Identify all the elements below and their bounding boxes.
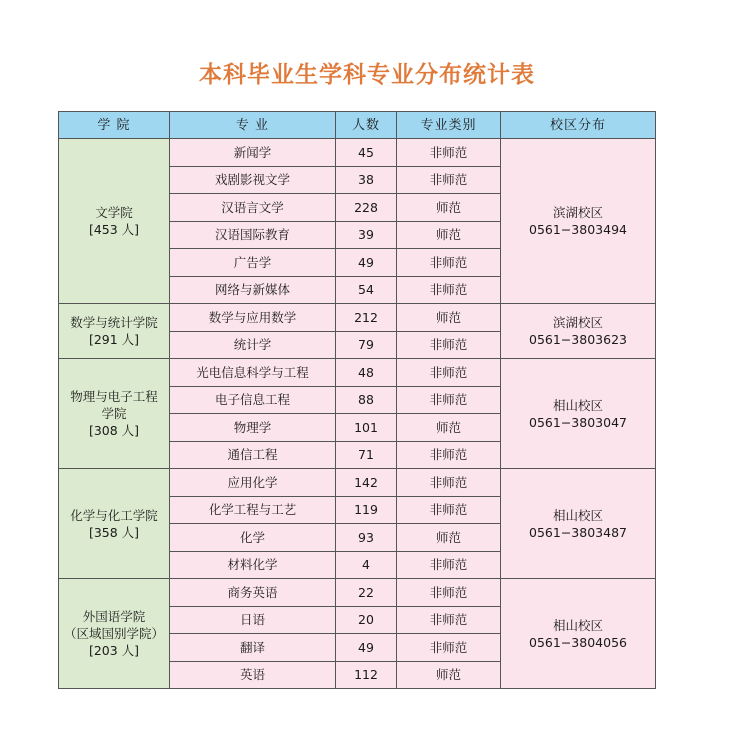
college-name-line: [358 人] [88,524,140,540]
count-cell: 88 [336,386,397,414]
count-cell: 93 [336,524,397,552]
college-cell [59,139,170,304]
header-count: 人数 [336,112,397,139]
count-cell: 20 [336,606,397,634]
campus-cell [501,579,656,689]
count-cell: 112 [336,661,397,689]
type-cell: 非师范 [397,166,501,194]
major-cell: 翻译 [170,634,336,662]
type-cell: 非师范 [397,469,501,497]
type-cell: 师范 [397,221,501,249]
major-cell: 网络与新媒体 [170,276,336,304]
campus-info-line: 0561−3803623 [529,332,627,347]
major-cell: 应用化学 [170,469,336,497]
count-cell: 119 [336,496,397,524]
count-cell: 212 [336,304,397,332]
header-type: 专业类别 [397,112,501,139]
major-cell: 英语 [170,661,336,689]
major-cell: 新闻学 [170,139,336,167]
count-cell: 71 [336,441,397,469]
college-name-line: 外国语学院 [82,609,146,624]
type-cell: 师范 [397,414,501,442]
campus-cell [501,469,656,579]
college-name-line: 文学院 [95,205,133,220]
college-name-line: 物理与电子工程 [70,389,158,404]
type-cell: 非师范 [397,249,501,277]
count-cell: 101 [336,414,397,442]
campus-info-line: 相山校区 [552,507,603,523]
college-name-line: [203 人] [88,643,140,658]
campus-info-line: 相山校区 [552,617,603,633]
major-cell: 光电信息科学与工程 [170,359,336,387]
type-cell: 非师范 [397,331,501,359]
college-name-line: 化学与化工学院 [70,507,158,523]
count-cell: 79 [336,331,397,359]
type-cell: 非师范 [397,634,501,662]
type-cell: 师范 [397,524,501,552]
campus-info-line: 滨湖校区 [552,315,603,330]
campus-info-line: 滨湖校区 [552,205,603,220]
table-header-row [59,112,656,139]
major-cell: 电子信息工程 [170,386,336,414]
major-cell: 戏剧影视文学 [170,166,336,194]
major-distribution-table [58,111,656,689]
count-cell: 48 [336,359,397,387]
table-row [59,359,656,387]
major-cell: 商务英语 [170,579,336,607]
type-cell: 师范 [397,194,501,222]
count-cell: 49 [336,249,397,277]
college-cell [59,304,170,359]
college-name-line: 学院 [101,406,127,421]
type-cell: 师范 [397,304,501,332]
table-row [59,579,656,607]
college-name-line: [453 人] [88,222,140,237]
table-body [59,139,656,689]
count-cell: 45 [336,139,397,167]
type-cell: 非师范 [397,139,501,167]
campus-cell [501,359,656,469]
type-cell: 非师范 [397,441,501,469]
type-cell: 非师范 [397,551,501,579]
header-campus: 校区分布 [501,112,656,139]
major-cell: 汉语国际教育 [170,221,336,249]
count-cell: 39 [336,221,397,249]
campus-info-line: 0561−3803487 [529,524,627,540]
college-cell [59,469,170,579]
count-cell: 4 [336,551,397,579]
college-name-line: （区域国别学院） [63,626,164,641]
college-cell [59,579,170,689]
college-name-line: 数学与统计学院 [70,315,158,330]
major-cell: 数学与应用数学 [170,304,336,332]
table-row [59,469,656,497]
college-cell [59,359,170,469]
campus-cell [501,139,656,304]
campus-cell [501,304,656,359]
table-row [59,304,656,332]
major-cell: 化学 [170,524,336,552]
major-cell: 化学工程与工艺 [170,496,336,524]
major-cell: 汉语言文学 [170,194,336,222]
major-cell: 日语 [170,606,336,634]
campus-info-line: 0561−3803047 [529,414,627,430]
type-cell: 非师范 [397,386,501,414]
type-cell: 非师范 [397,359,501,387]
count-cell: 22 [336,579,397,607]
header-major: 专 业 [170,112,336,139]
major-cell: 材料化学 [170,551,336,579]
count-cell: 228 [336,194,397,222]
college-name-line: [291 人] [88,332,140,347]
campus-info-line: 0561−3803494 [529,222,627,237]
major-cell: 通信工程 [170,441,336,469]
major-cell: 广告学 [170,249,336,277]
header-college: 学 院 [59,112,170,139]
page-title: 本科毕业生学科专业分布统计表 [199,62,535,88]
college-name-line: [308 人] [88,423,140,438]
major-cell: 统计学 [170,331,336,359]
major-cell: 物理学 [170,414,336,442]
table-row [59,139,656,167]
type-cell: 非师范 [397,276,501,304]
count-cell: 142 [336,469,397,497]
count-cell: 54 [336,276,397,304]
campus-info-line: 相山校区 [552,397,603,413]
type-cell: 非师范 [397,496,501,524]
type-cell: 非师范 [397,606,501,634]
type-cell: 师范 [397,661,501,689]
count-cell: 38 [336,166,397,194]
count-cell: 49 [336,634,397,662]
campus-info-line: 0561−3804056 [529,634,627,650]
type-cell: 非师范 [397,579,501,607]
